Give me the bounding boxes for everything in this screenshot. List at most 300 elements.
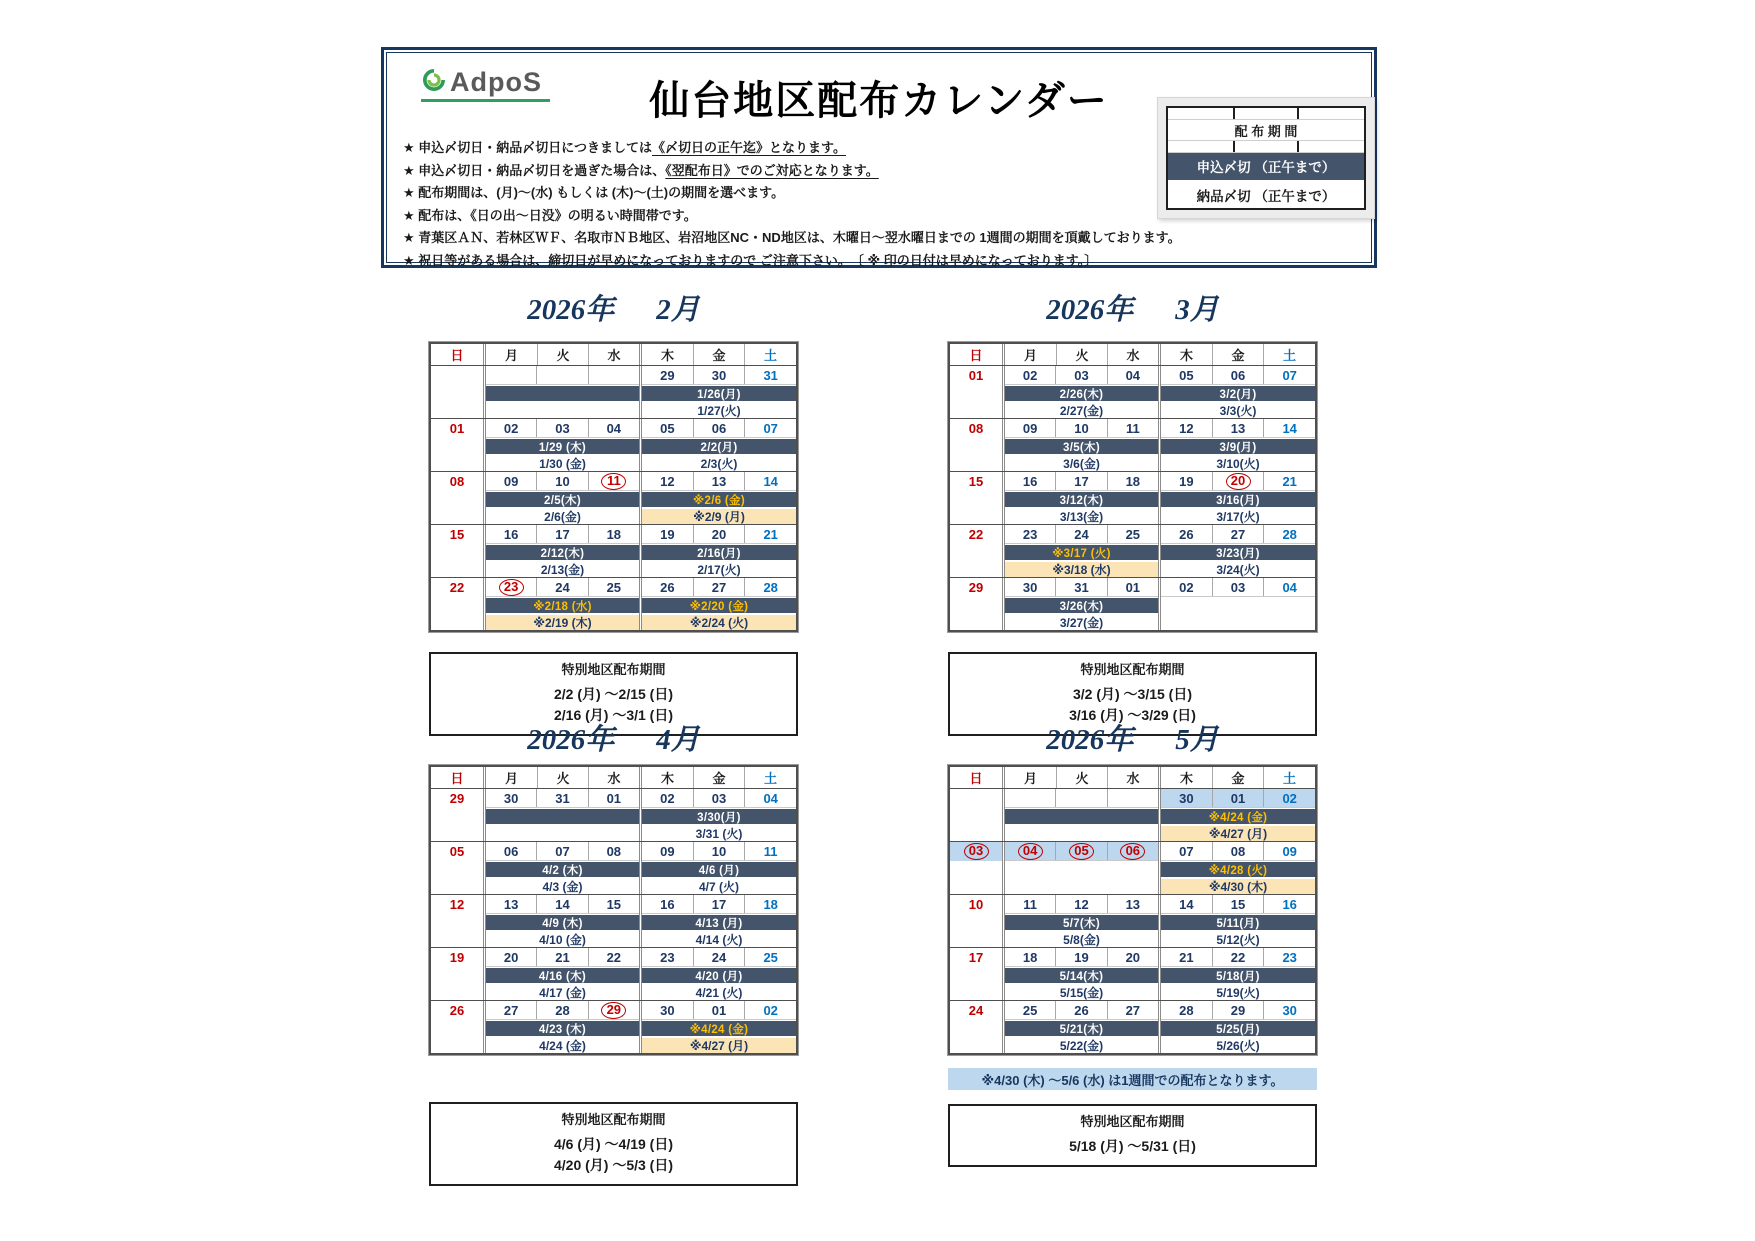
day-cell: 01 bbox=[693, 1001, 745, 1019]
day-number-row bbox=[642, 895, 796, 914]
sunday-cell bbox=[431, 472, 483, 524]
sunday-day-number: 26 bbox=[449, 1003, 465, 1018]
sunday-cell bbox=[431, 578, 483, 630]
week-monwed-half bbox=[1005, 1001, 1158, 1053]
sunday-day-number: 12 bbox=[449, 897, 465, 912]
calendar-week-row bbox=[950, 894, 1315, 947]
delivery-deadline-row: 3/27(金) bbox=[1059, 616, 1104, 630]
day-number-row bbox=[486, 842, 639, 861]
calendar-title-month: 3月 bbox=[1175, 294, 1219, 326]
apply-deadline-bar bbox=[486, 386, 639, 401]
special-area-period-box bbox=[429, 1102, 798, 1186]
apply-deadline-bar: 3/12(木) bbox=[1005, 492, 1158, 507]
weekday-header: 金 bbox=[693, 767, 744, 788]
day-cell: 14 bbox=[744, 472, 796, 490]
sunday-day-number: 08 bbox=[449, 474, 465, 489]
calendar-title-year: 2026年 bbox=[1046, 294, 1134, 326]
day-cell: 03 bbox=[536, 419, 587, 437]
apply-deadline-bar: ※3/17 (火) bbox=[1005, 545, 1158, 560]
day-number-row bbox=[1005, 525, 1158, 544]
calendar-title-year: 2026年 bbox=[1046, 724, 1134, 756]
weekday-header: 木 bbox=[660, 771, 674, 786]
delivery-deadline-row: 4/21 (火) bbox=[695, 986, 743, 1000]
weekday-header: 金 bbox=[693, 344, 744, 365]
apply-deadline-bar: 4/2 (木) bbox=[486, 862, 639, 877]
delivery-deadline-row: 2/3(火) bbox=[700, 457, 738, 471]
day-cell: 12 bbox=[1179, 420, 1194, 436]
sunday-day-number: 15 bbox=[968, 474, 984, 489]
day-cell: 07 bbox=[1179, 843, 1194, 859]
apply-deadline-bar: 3/2(月) bbox=[1161, 386, 1315, 401]
calendar-week-row bbox=[431, 841, 796, 894]
sunday-cell bbox=[950, 525, 1002, 577]
calendar-table bbox=[948, 765, 1317, 1055]
note-line: ★ 配布は、《日の出～日没》の明るい時間帯です。 bbox=[403, 207, 697, 223]
day-cell: 16 bbox=[503, 526, 519, 542]
day-cell: 30 bbox=[1022, 579, 1038, 595]
week-thusat-half bbox=[642, 419, 796, 471]
day-cell: 01 bbox=[588, 789, 639, 807]
calendar-may bbox=[948, 717, 1317, 1167]
calendar-week-row bbox=[431, 366, 796, 418]
note-line: ★ 青葉区ＡＮ、若林区ＷＦ、名取市ＮＢ地区、岩沼地区NC・ND地区は、木曜日～翌水曜日までの 1週間の期間を頂戴しております。 bbox=[403, 230, 1181, 245]
calendar-week-row bbox=[950, 577, 1315, 630]
apply-deadline-bar bbox=[1005, 809, 1158, 824]
delivery-deadline-row: ※4/27 (月) bbox=[642, 1038, 796, 1053]
calendar-week-row bbox=[431, 577, 796, 630]
weekday-header: 日 bbox=[969, 348, 983, 363]
weekday-header: 水 bbox=[588, 767, 639, 788]
day-cell bbox=[1107, 842, 1158, 860]
day-cell: 18 bbox=[588, 525, 639, 543]
day-cell: 26 bbox=[1055, 1001, 1106, 1019]
day-number-row bbox=[642, 1001, 796, 1020]
sunday-cell bbox=[950, 419, 1002, 471]
day-cell: 23 bbox=[1022, 526, 1038, 542]
day-cell: 02 bbox=[1022, 367, 1038, 383]
apply-deadline-bar: 3/16(月) bbox=[1161, 492, 1315, 507]
day-cell: 16 bbox=[1022, 473, 1038, 489]
day-cell: 13 bbox=[693, 472, 745, 490]
apply-deadline-bar: 3/23(月) bbox=[1161, 545, 1315, 560]
day-cell: 29 bbox=[660, 367, 675, 383]
week-monwed-half bbox=[1005, 842, 1158, 894]
day-cell: 07 bbox=[744, 419, 796, 437]
day-cell: 04 bbox=[744, 789, 796, 807]
day-cell: 12 bbox=[1055, 895, 1106, 913]
day-cell bbox=[588, 366, 639, 384]
calendar-week-row bbox=[431, 1000, 796, 1053]
weekday-header: 火 bbox=[1056, 344, 1107, 365]
day-cell: 11 bbox=[1023, 896, 1038, 912]
sunday-cell bbox=[950, 789, 1002, 841]
apply-deadline-bar: 5/7(木) bbox=[1005, 915, 1158, 930]
day-cell: 06 bbox=[1212, 366, 1264, 384]
week-thusat-half bbox=[642, 895, 796, 947]
day-cell bbox=[1005, 789, 1055, 807]
calendar-week-row bbox=[950, 418, 1315, 471]
sunday-day-number: 15 bbox=[449, 527, 465, 542]
day-number-row bbox=[486, 578, 639, 597]
calendar-april bbox=[429, 717, 798, 1186]
day-cell: 05 bbox=[1179, 367, 1194, 383]
calendar-week-row bbox=[431, 894, 796, 947]
day-number-row bbox=[1005, 1001, 1158, 1020]
week-monwed-half bbox=[486, 895, 639, 947]
sunday-day-number bbox=[950, 789, 1002, 808]
day-cell: 13 bbox=[1212, 419, 1264, 437]
weekday-header-row bbox=[950, 767, 1315, 789]
day-cell: 21 bbox=[744, 525, 796, 543]
apply-deadline-bar: 2/12(木) bbox=[486, 545, 639, 560]
day-number-row bbox=[486, 895, 639, 914]
week-thusat-half bbox=[1161, 842, 1315, 894]
day-cell: 03 bbox=[1055, 366, 1106, 384]
sunday-day-number: 08 bbox=[968, 421, 984, 436]
week-thusat-half bbox=[1161, 1001, 1315, 1053]
note-line: ★ 祝日等がある場合は、締切日が早めになっておりますので ご注意下さい。 〔 ※ 印の日付は早めになっております。〕 bbox=[403, 252, 1098, 268]
delivery-deadline-row: 4/24 (金) bbox=[539, 1039, 586, 1053]
sunday-day-number: 19 bbox=[449, 950, 465, 965]
week-thusat-half bbox=[642, 366, 796, 418]
special-area-title: 特別地区配布期間 bbox=[1080, 662, 1185, 677]
day-number-row bbox=[1161, 789, 1315, 808]
day-cell: 21 bbox=[1179, 949, 1194, 965]
week-monwed-half bbox=[1005, 419, 1158, 471]
week-thusat-half bbox=[642, 948, 796, 1000]
week-monwed-half bbox=[1005, 525, 1158, 577]
week-thusat-half bbox=[642, 525, 796, 577]
week-thusat-half bbox=[1161, 895, 1315, 947]
weekday-header: 木 bbox=[660, 348, 674, 363]
sunday-cell bbox=[431, 419, 483, 471]
day-cell bbox=[1055, 842, 1106, 860]
sunday-day-number: 01 bbox=[449, 421, 465, 436]
day-cell: 08 bbox=[588, 842, 639, 860]
day-cell: 08 bbox=[1212, 842, 1264, 860]
day-cell: 19 bbox=[1055, 948, 1106, 966]
sunday-cell bbox=[431, 1001, 483, 1053]
sunday-cell bbox=[950, 472, 1002, 524]
week-monwed-half bbox=[486, 842, 639, 894]
calendar-week-row bbox=[431, 471, 796, 524]
delivery-deadline-row: 3/6(金) bbox=[1063, 457, 1100, 471]
weekday-header: 水 bbox=[588, 344, 639, 365]
day-cell: 16 bbox=[660, 896, 675, 912]
day-cell: 28 bbox=[1179, 1002, 1194, 1018]
day-cell: 10 bbox=[536, 472, 587, 490]
weekday-header: 月 bbox=[504, 771, 518, 786]
day-cell: 22 bbox=[588, 948, 639, 966]
holiday-circled-day: 20 bbox=[1226, 473, 1251, 490]
sunday-day-number: 22 bbox=[968, 527, 984, 542]
day-cell: 13 bbox=[503, 896, 519, 912]
week-monwed-half bbox=[486, 419, 639, 471]
day-number-row bbox=[1005, 842, 1158, 861]
delivery-deadline-row: 3/10(火) bbox=[1216, 457, 1260, 471]
special-area-lines bbox=[950, 1136, 1315, 1157]
day-number-row bbox=[1161, 1001, 1315, 1020]
logo-text: AdpoS bbox=[450, 67, 542, 97]
calendar-title-month: 5月 bbox=[1175, 724, 1219, 756]
day-cell: 11 bbox=[1107, 419, 1158, 437]
week-monwed-half bbox=[1005, 578, 1158, 630]
week-monwed-half bbox=[486, 789, 639, 841]
week-thusat-half bbox=[1161, 948, 1315, 1000]
day-number-row bbox=[1161, 842, 1315, 861]
day-number-row bbox=[642, 948, 796, 967]
weekday-header: 木 bbox=[1179, 771, 1193, 786]
day-cell bbox=[1107, 789, 1158, 807]
week-monwed-half bbox=[486, 366, 639, 418]
delivery-deadline-row: 4/17 (金) bbox=[539, 986, 586, 1000]
note-line: ★ 申込〆切日・納品〆切日につきましては《〆切日の正午迄》となります。 bbox=[403, 140, 846, 155]
day-number-row bbox=[1161, 419, 1315, 438]
day-number-row bbox=[1005, 948, 1158, 967]
day-cell: 30 bbox=[693, 366, 745, 384]
weekday-header: 月 bbox=[504, 348, 518, 363]
day-number-row bbox=[486, 1001, 639, 1020]
week-monwed-half bbox=[1005, 472, 1158, 524]
day-cell: 30 bbox=[660, 1002, 675, 1018]
delivery-deadline-row: 2/17(火) bbox=[697, 563, 741, 577]
special-area-lines bbox=[431, 1134, 796, 1176]
special-area-period: 4/6 (月) ～4/19 (日) bbox=[553, 1136, 674, 1152]
day-cell: 01 bbox=[1212, 789, 1264, 807]
delivery-deadline-row bbox=[1005, 826, 1158, 841]
legend-delivery-deadline: 納品〆切 （正午まで） bbox=[1196, 188, 1336, 204]
delivery-deadline-row bbox=[486, 826, 639, 841]
delivery-deadline-row: 1/27(火) bbox=[697, 404, 741, 418]
week-thusat-half bbox=[642, 578, 796, 630]
week-thusat-half bbox=[642, 789, 796, 841]
week-thusat-half bbox=[1161, 525, 1315, 577]
delivery-deadline-row: ※4/27 (月) bbox=[1161, 826, 1315, 841]
day-cell: 25 bbox=[1022, 1002, 1038, 1018]
delivery-deadline-row: 2/13(金) bbox=[540, 563, 585, 577]
day-number-row bbox=[486, 472, 639, 491]
day-cell: 02 bbox=[660, 790, 675, 806]
apply-deadline-bar: 3/9(月) bbox=[1161, 439, 1315, 454]
calendar-title bbox=[948, 717, 1317, 758]
day-cell: 31 bbox=[536, 789, 587, 807]
day-number-row bbox=[642, 525, 796, 544]
day-number-row bbox=[1161, 472, 1315, 491]
day-cell: 15 bbox=[588, 895, 639, 913]
day-number-row bbox=[642, 578, 796, 597]
day-cell: 25 bbox=[1107, 525, 1158, 543]
delivery-deadline-row: 2/27(金) bbox=[1059, 404, 1104, 418]
day-cell: 23 bbox=[660, 949, 675, 965]
legend-period-label: 配 布 期 間 bbox=[1168, 120, 1364, 141]
delivery-deadline-row: 3/3(火) bbox=[1219, 404, 1257, 418]
day-cell: 18 bbox=[1107, 472, 1158, 490]
holiday-circled-day: 06 bbox=[1120, 843, 1145, 860]
day-cell: 30 bbox=[1263, 1001, 1315, 1019]
day-cell: 31 bbox=[744, 366, 796, 384]
special-area-title: 特別地区配布期間 bbox=[561, 662, 666, 677]
calendar-february bbox=[429, 287, 798, 736]
sunday-cell bbox=[431, 948, 483, 1000]
weekday-header: 土 bbox=[744, 344, 796, 365]
calendar-title bbox=[429, 717, 798, 758]
day-cell: 15 bbox=[1212, 895, 1264, 913]
weekday-header-row bbox=[431, 767, 796, 789]
sunday-day-number: 29 bbox=[968, 580, 984, 595]
day-number-row bbox=[1161, 366, 1315, 385]
sunday-cell bbox=[950, 1001, 1002, 1053]
special-area-period-box bbox=[948, 1104, 1317, 1167]
day-cell: 17 bbox=[1055, 472, 1106, 490]
day-number-row bbox=[486, 789, 639, 808]
day-cell: 25 bbox=[744, 948, 796, 966]
apply-deadline-bar bbox=[1161, 598, 1315, 613]
day-cell bbox=[588, 1001, 639, 1019]
day-cell: 02 bbox=[503, 420, 519, 436]
weekday-header: 日 bbox=[969, 771, 983, 786]
weekday-header: 火 bbox=[1056, 767, 1107, 788]
sunday-cell bbox=[950, 366, 1002, 418]
delivery-deadline-row: 1/30 (金) bbox=[539, 457, 586, 471]
day-cell bbox=[486, 578, 536, 596]
day-number-row bbox=[1161, 525, 1315, 544]
day-cell: 26 bbox=[1179, 526, 1194, 542]
calendar-week-row bbox=[950, 789, 1315, 841]
day-cell: 28 bbox=[1263, 525, 1315, 543]
delivery-deadline-row: 5/15(金) bbox=[1059, 986, 1104, 1000]
apply-deadline-bar: 5/11(月) bbox=[1161, 915, 1315, 930]
delivery-deadline-row: 3/13(金) bbox=[1059, 510, 1104, 524]
holiday-circled-day: 23 bbox=[499, 579, 524, 596]
day-cell: 09 bbox=[1022, 420, 1038, 436]
apply-deadline-bar: 5/25(月) bbox=[1161, 1021, 1315, 1036]
delivery-deadline-row bbox=[486, 403, 639, 418]
weekday-header: 火 bbox=[537, 344, 588, 365]
sunday-day-number: 24 bbox=[968, 1003, 984, 1018]
holiday-circled-day: 05 bbox=[1069, 843, 1094, 860]
apply-deadline-bar: 5/14(木) bbox=[1005, 968, 1158, 983]
apply-deadline-bar: 2/26(木) bbox=[1005, 386, 1158, 401]
sunday-day-number: 17 bbox=[968, 950, 984, 965]
apply-deadline-bar: 3/5(木) bbox=[1005, 439, 1158, 454]
day-number-row bbox=[486, 948, 639, 967]
day-number-row bbox=[1161, 948, 1315, 967]
day-number-row bbox=[1161, 578, 1315, 597]
weekday-header: 木 bbox=[1179, 348, 1193, 363]
apply-deadline-bar: ※4/28 (火) bbox=[1161, 862, 1315, 877]
delivery-deadline-row: 4/14 (火) bbox=[695, 933, 743, 947]
delivery-deadline-row bbox=[1005, 879, 1158, 894]
day-cell bbox=[1005, 842, 1055, 860]
day-cell: 06 bbox=[503, 843, 519, 859]
day-cell: 24 bbox=[1055, 525, 1106, 543]
week-monwed-half bbox=[1005, 366, 1158, 418]
weekday-header-row bbox=[950, 344, 1315, 366]
sunday-cell bbox=[950, 578, 1002, 630]
delivery-deadline-row: 5/12(火) bbox=[1216, 933, 1260, 947]
calendar-week-row bbox=[950, 947, 1315, 1000]
sunday-day-number: 05 bbox=[449, 844, 465, 859]
delivery-deadline-row: ※2/24 (火) bbox=[642, 615, 796, 630]
apply-deadline-bar: 4/13 (月) bbox=[642, 915, 796, 930]
calendar-week-row bbox=[431, 524, 796, 577]
apply-deadline-bar: ※2/20 (金) bbox=[642, 598, 796, 613]
calendar-title-year: 2026年 bbox=[527, 294, 615, 326]
week-monwed-half bbox=[1005, 895, 1158, 947]
day-cell: 14 bbox=[1179, 896, 1194, 912]
weekday-header: 火 bbox=[537, 767, 588, 788]
sunday-cell bbox=[431, 895, 483, 947]
day-cell: 19 bbox=[1179, 473, 1194, 489]
weekday-header: 月 bbox=[1023, 348, 1037, 363]
week-thusat-half bbox=[1161, 419, 1315, 471]
calendar-title bbox=[948, 287, 1317, 328]
day-cell: 04 bbox=[588, 419, 639, 437]
calendar-week-row bbox=[950, 1000, 1315, 1053]
day-cell: 27 bbox=[1212, 525, 1264, 543]
week-thusat-half bbox=[1161, 578, 1315, 630]
week-thusat-half bbox=[642, 842, 796, 894]
week-monwed-half bbox=[486, 472, 639, 524]
special-area-period: 2/16 (月) ～3/1 (日) bbox=[553, 707, 674, 723]
day-cell: 02 bbox=[744, 1001, 796, 1019]
day-cell: 17 bbox=[536, 525, 587, 543]
week-thusat-half bbox=[642, 472, 796, 524]
sunday-day-number bbox=[950, 842, 1002, 861]
delivery-deadline-row: ※3/18 (水) bbox=[1005, 562, 1158, 577]
sunday-cell bbox=[431, 525, 483, 577]
day-cell bbox=[486, 366, 536, 384]
sunday-day-number: 10 bbox=[968, 897, 984, 912]
day-cell: 20 bbox=[503, 949, 519, 965]
day-cell: 24 bbox=[693, 948, 745, 966]
weekday-header: 土 bbox=[1263, 767, 1315, 788]
day-number-row bbox=[642, 789, 796, 808]
holiday-circled-day: 11 bbox=[601, 473, 626, 490]
day-cell: 09 bbox=[660, 843, 675, 859]
holiday-circled-day: 04 bbox=[1018, 843, 1043, 860]
delivery-deadline-row: 5/8(金) bbox=[1063, 933, 1100, 947]
delivery-deadline-row bbox=[1161, 615, 1315, 630]
day-cell: 28 bbox=[744, 578, 796, 596]
delivery-deadline-row: 4/3 (金) bbox=[542, 880, 583, 894]
apply-deadline-bar: ※4/24 (金) bbox=[642, 1021, 796, 1036]
holiday-circled-day: 29 bbox=[601, 1002, 626, 1019]
day-number-row bbox=[1005, 419, 1158, 438]
day-cell: 14 bbox=[1263, 419, 1315, 437]
day-cell bbox=[588, 472, 639, 490]
day-cell: 27 bbox=[1107, 1001, 1158, 1019]
day-cell: 14 bbox=[536, 895, 587, 913]
delivery-deadline-row: 5/19(火) bbox=[1216, 986, 1260, 1000]
apply-deadline-bar: 3/30(月) bbox=[642, 809, 796, 824]
apply-deadline-bar: 4/9 (木) bbox=[486, 915, 639, 930]
sunday-day-number: 29 bbox=[449, 791, 465, 806]
day-cell: 11 bbox=[744, 842, 796, 860]
weekday-header: 土 bbox=[744, 767, 796, 788]
day-cell bbox=[1212, 472, 1264, 490]
delivery-deadline-row: 5/26(火) bbox=[1216, 1039, 1260, 1053]
day-cell: 01 bbox=[1107, 578, 1158, 596]
special-area-title: 特別地区配布期間 bbox=[561, 1112, 666, 1127]
weekday-header: 水 bbox=[1107, 344, 1158, 365]
day-cell: 18 bbox=[1022, 949, 1038, 965]
day-cell: 30 bbox=[503, 790, 519, 806]
day-cell: 30 bbox=[1161, 789, 1212, 807]
weekday-header: 水 bbox=[1107, 767, 1158, 788]
note-line: ★ 申込〆切日・納品〆切日を過ぎた場合は、《翌配布日》でのご対応となります。 bbox=[403, 162, 879, 178]
day-cell: 27 bbox=[503, 1002, 519, 1018]
